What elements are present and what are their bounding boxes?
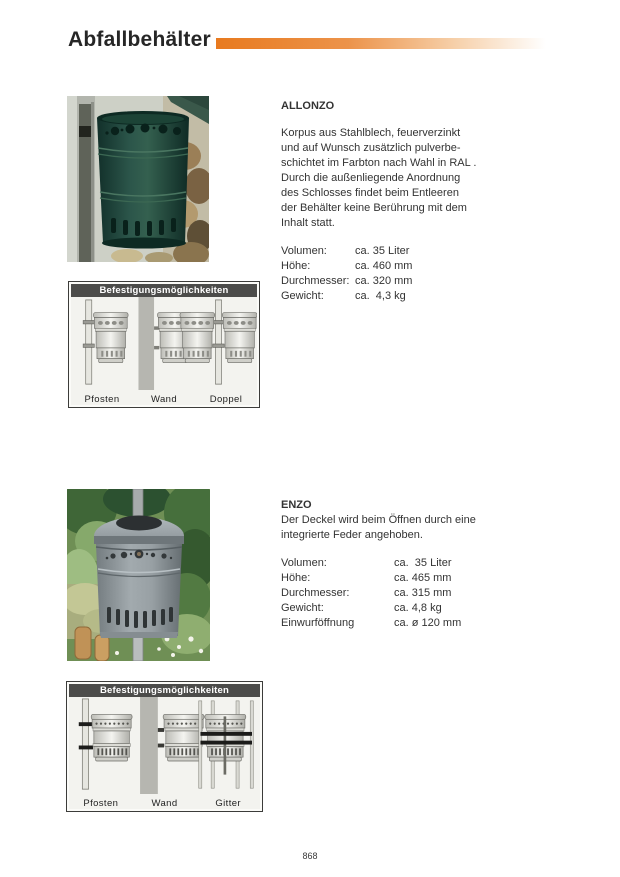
diagram-option-label: Wand bbox=[150, 394, 178, 405]
product-photo-allonzo bbox=[67, 96, 209, 262]
description-line: des Schlosses findet beim Entleeren bbox=[281, 187, 459, 199]
diagram-title: Befestigungsmöglichkeiten bbox=[69, 684, 260, 697]
product-photo-enzo bbox=[67, 489, 210, 661]
diagram-title: Befestigungsmöglichkeiten bbox=[71, 284, 257, 297]
mounting-diagram-allonzo bbox=[68, 281, 260, 408]
diagram-option-label: Pfosten bbox=[84, 394, 120, 405]
spec-label: Durchmesser: bbox=[281, 587, 350, 599]
spec-value: ca. 4,8 kg bbox=[394, 602, 442, 614]
product-description bbox=[281, 126, 519, 231]
spec-value: ca. 460 mm bbox=[355, 260, 413, 272]
spec-row bbox=[281, 289, 519, 304]
diagram-option-label: Pfosten bbox=[83, 798, 119, 809]
spec-value: ca. 320 mm bbox=[355, 275, 413, 287]
diagram-option-label: Gitter bbox=[215, 798, 241, 809]
spec-row bbox=[281, 556, 519, 571]
diagram-illustration bbox=[69, 697, 260, 794]
diagram-illustration bbox=[71, 297, 257, 390]
page-number: 868 bbox=[302, 851, 318, 861]
diagram-option-label: Wand bbox=[151, 798, 178, 809]
spec-value: ca. ø 120 mm bbox=[394, 617, 462, 629]
description-line: integrierte Feder angehoben. bbox=[281, 529, 423, 541]
spec-row bbox=[281, 274, 519, 289]
spec-label: Gewicht: bbox=[281, 290, 324, 302]
spec-row bbox=[281, 586, 519, 601]
spec-row bbox=[281, 601, 519, 616]
product-description bbox=[281, 513, 519, 543]
product-section-allonzo bbox=[281, 99, 519, 304]
description-line: der Behälter keine Berührung mit dem bbox=[281, 202, 467, 214]
spec-label: Höhe: bbox=[281, 572, 311, 584]
product-name: ENZO bbox=[281, 499, 312, 511]
spec-row bbox=[281, 571, 519, 586]
spec-label: Volumen: bbox=[281, 557, 327, 569]
spec-value: ca. 465 mm bbox=[394, 572, 452, 584]
description-line: und auf Wunsch zusätzlich pulverbe- bbox=[281, 142, 461, 154]
description-line: schichtet im Farbton nach Wahl in RAL . bbox=[281, 157, 477, 169]
spec-value: ca. 315 mm bbox=[394, 587, 452, 599]
enzo-photo-illustration bbox=[67, 489, 210, 661]
diagram-option-labels bbox=[69, 794, 260, 809]
spec-row bbox=[281, 244, 519, 259]
description-line: Inhalt statt. bbox=[281, 217, 335, 229]
description-line: Der Deckel wird beim Öffnen durch eine bbox=[281, 514, 476, 526]
spec-list bbox=[281, 244, 519, 304]
spec-value: ca. 35 Liter bbox=[355, 245, 410, 257]
spec-label: Höhe: bbox=[281, 260, 311, 272]
spec-row bbox=[281, 616, 519, 631]
spec-label: Einwurföffnung bbox=[281, 617, 355, 629]
spec-label: Durchmesser: bbox=[281, 275, 350, 287]
spec-row bbox=[281, 259, 519, 274]
page-title: Abfallbehälter bbox=[68, 28, 211, 51]
spec-label: Gewicht: bbox=[281, 602, 324, 614]
spec-value: ca. 35 Liter bbox=[394, 557, 452, 569]
description-line: Korpus aus Stahlblech, feuerverzinkt bbox=[281, 127, 461, 139]
product-name: ALLONZO bbox=[281, 100, 335, 112]
spec-list bbox=[281, 556, 519, 631]
description-line: Durch die außenliegende Anordnung bbox=[281, 172, 461, 184]
spec-value: ca. 4,3 kg bbox=[355, 290, 406, 302]
mounting-options-drawing bbox=[71, 297, 257, 390]
product-section-enzo bbox=[281, 498, 519, 631]
mounting-options-drawing bbox=[69, 697, 260, 794]
mounting-diagram-enzo bbox=[66, 681, 263, 812]
orange-gradient-rule bbox=[216, 38, 546, 49]
allonzo-photo-illustration bbox=[67, 96, 209, 262]
diagram-option-labels bbox=[71, 390, 257, 405]
spec-label: Volumen: bbox=[281, 245, 327, 257]
diagram-option-label: Doppel bbox=[209, 394, 243, 405]
